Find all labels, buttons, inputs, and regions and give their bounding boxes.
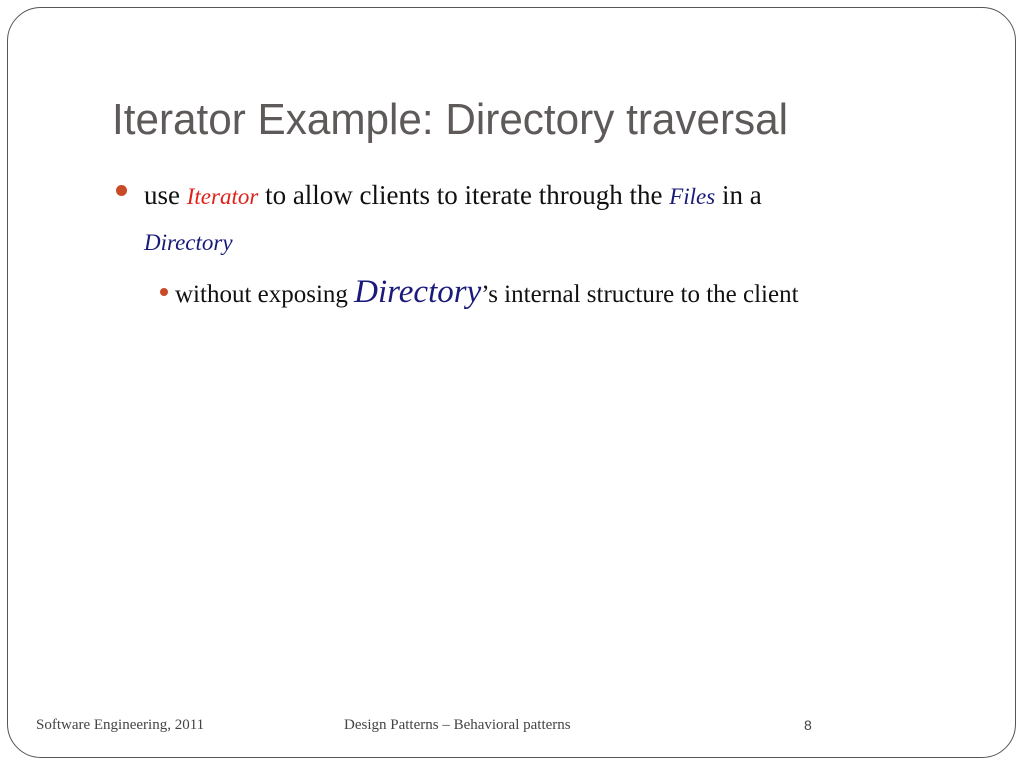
- keyword-files: Files: [669, 184, 716, 209]
- bullet-1-text-part: use: [144, 180, 187, 210]
- bullet-1-text-part: to allow clients to iterate through the: [258, 180, 670, 210]
- bullet-text-1: [144, 173, 762, 265]
- bullet-dot-icon: [116, 185, 127, 196]
- sub-bullet-text-part: ’s internal structure to the client: [481, 281, 799, 308]
- keyword-directory-large: Directory: [354, 274, 482, 310]
- sub-bullet-item: [160, 270, 960, 317]
- page-number: 8: [804, 717, 812, 733]
- keyword-iterator: Iterator: [186, 184, 259, 209]
- bullet-1-text-part: in a: [715, 180, 762, 210]
- footer-topic: Design Patterns – Behavioral patterns: [344, 717, 571, 733]
- bullet-item-1: [116, 173, 916, 265]
- keyword-directory: Directory: [144, 230, 233, 255]
- footer-course: Software Engineering, 2011: [36, 717, 205, 733]
- sub-bullet-text-part: without exposing: [175, 281, 355, 308]
- sub-bullet-dot-icon: [160, 288, 168, 296]
- sub-bullet-text: [175, 270, 799, 317]
- slide-title: Iterator Example: Directory traversal: [112, 95, 789, 144]
